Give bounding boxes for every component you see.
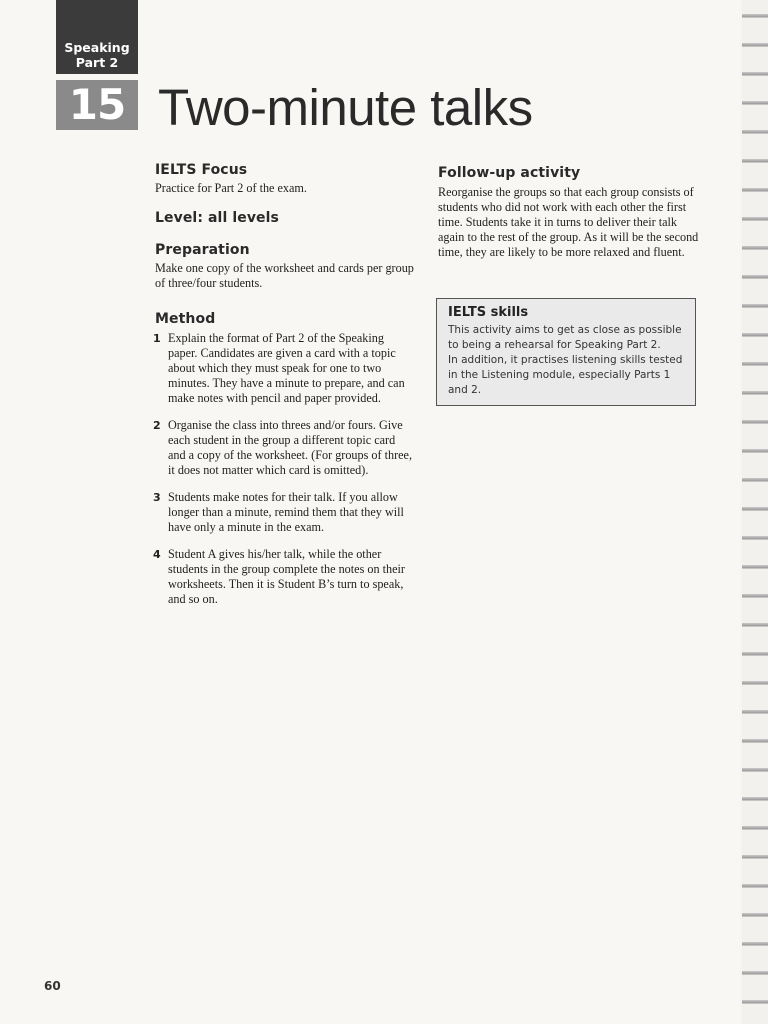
method-step [155,331,415,406]
preparation-section [155,242,415,291]
preparation-heading: Preparation [155,242,250,258]
step-text: Students make notes for their talk. If you allow longer than a minute, remind them that they will have only a minute in the exam. [168,490,404,534]
method-section [155,311,415,607]
ielts-skills-text-2: In addition, it practises listening skills tested in the Listening module, especially Parts 1 and 2. [448,354,683,396]
step-number: 4 [153,548,161,561]
level-heading: Level: all levels [155,210,279,226]
step-text: Student A gives his/her talk, while the other students in the group complete the notes on their worksheets. Then it is Student B’s turn to speak, and so on. [168,547,405,606]
unit-number: 15 [56,80,138,130]
page-title: Two-minute talks [158,79,533,136]
method-step [155,418,415,478]
method-step [155,490,415,535]
ielts-focus-text: Practice for Part 2 of the exam. [155,181,307,195]
step-number: 3 [153,491,161,504]
method-steps [155,331,415,607]
page-number: 60 [44,979,61,993]
ielts-focus-section [155,162,415,196]
section-tab-line1: Speaking [64,40,130,55]
step-text: Explain the format of Part 2 of the Speaking paper. Candidates are given a card with a topic about which they must speak for one to two minutes. They have a minute to prepare, and can make notes with pencil and paper provided. [168,331,405,405]
follow-up-heading: Follow-up activity [438,165,581,181]
section-tab-line2: Part 2 [75,55,119,70]
ielts-skills-heading: IELTS skills [448,305,529,320]
method-step [155,547,415,607]
step-number: 2 [153,419,161,432]
left-column [155,162,415,621]
section-tab [56,0,138,74]
ielts-skills-box [436,298,696,406]
step-number: 1 [153,332,161,345]
step-text: Organise the class into threes and/or fours. Give each student in the group a different topic card and a copy of the worksheet. (For groups of three, it does not matter which card is omitted). [168,418,413,477]
spiral-binding [742,0,768,1024]
right-column [438,165,700,260]
method-heading: Method [155,311,216,327]
ielts-skills-text-1: This activity aims to get as close as possible to being a rehearsal for Speaking Part 2. [448,324,682,351]
preparation-text: Make one copy of the worksheet and cards per group of three/four students. [155,261,414,290]
ielts-focus-heading: IELTS Focus [155,162,248,178]
level-section [155,210,415,226]
follow-up-text: Reorganise the groups so that each group consists of students who did not work with each other the first time. Students take it in turns to deliver their talk again to the rest of the group. As it will be the second time, they are likely to be more relaxed and fluent. [438,185,699,259]
